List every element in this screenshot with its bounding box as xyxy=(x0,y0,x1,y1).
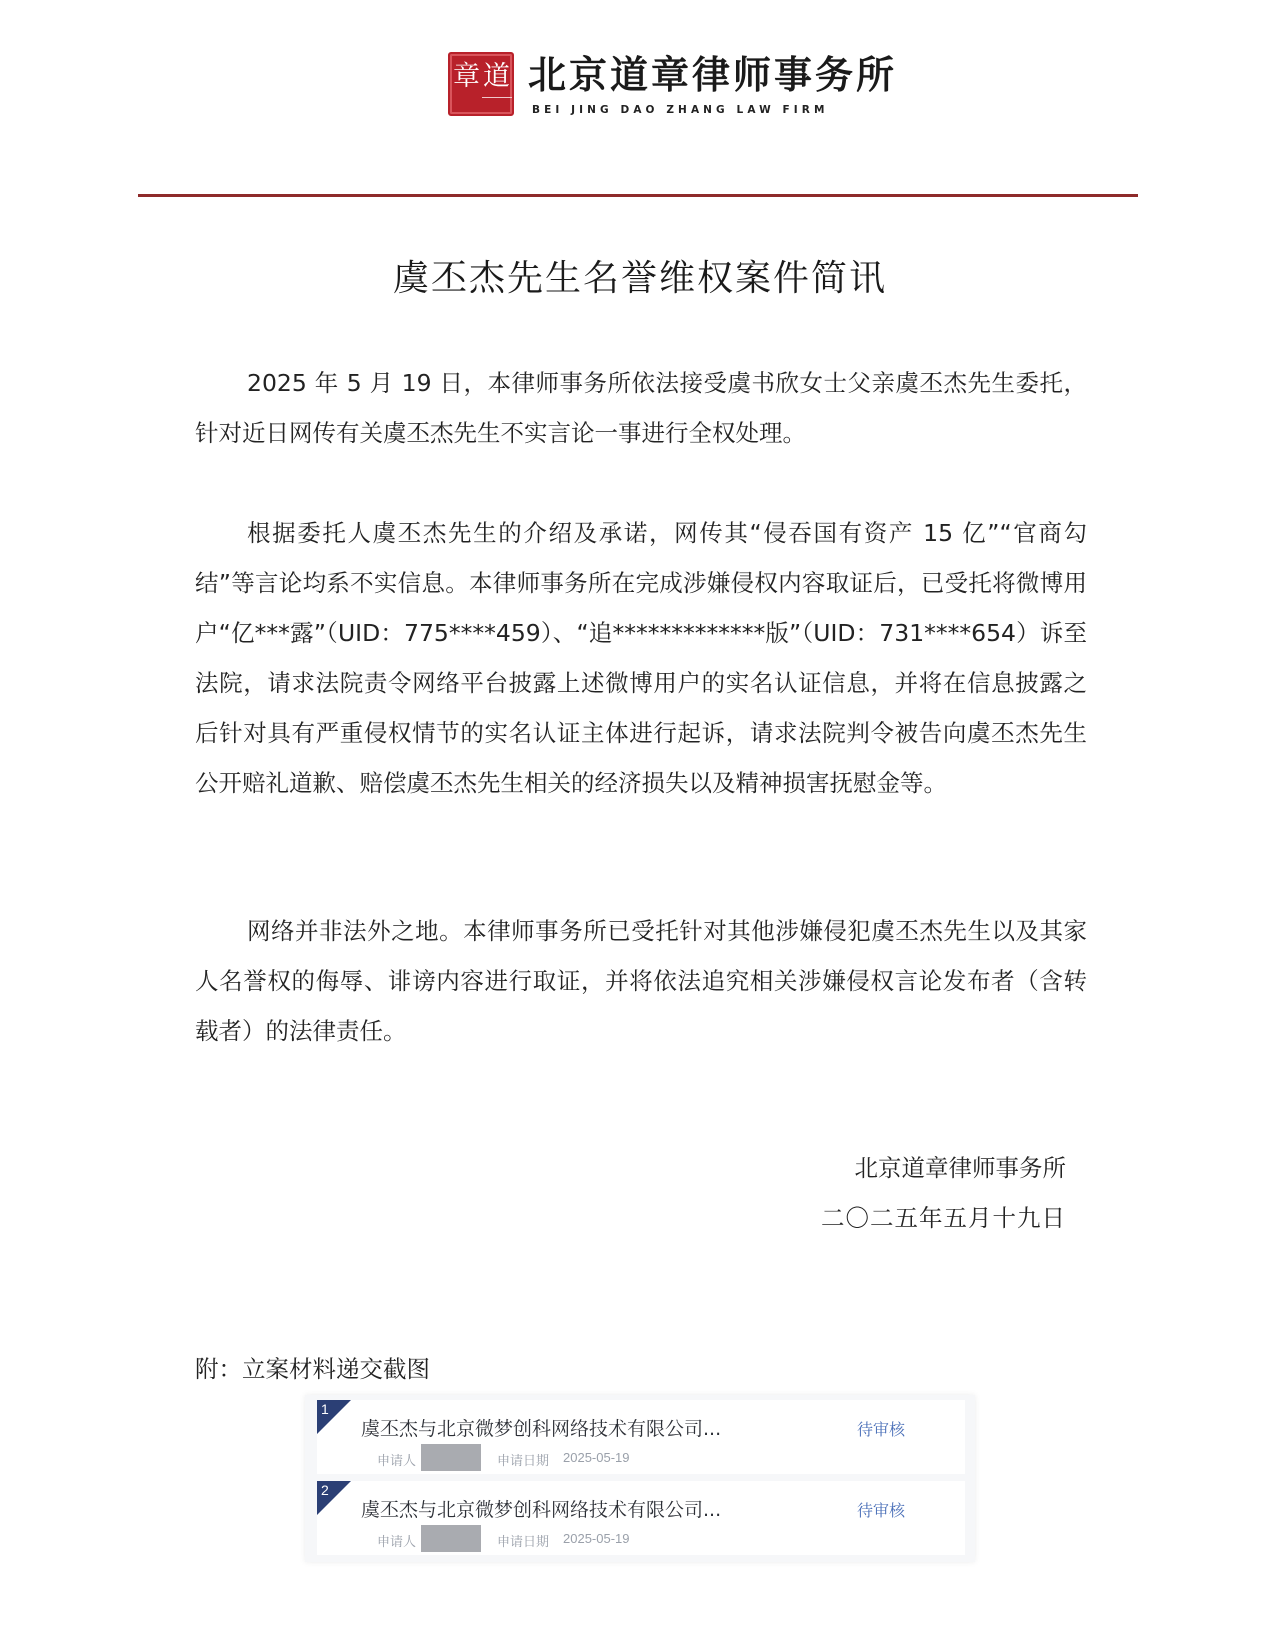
logo-char: 章 xyxy=(453,61,480,92)
applicant-label: 申请人 xyxy=(377,1535,417,1550)
paragraph-3: 网络并非法外之地。本律师事务所已受托针对其他涉嫌侵犯虞丕杰先生以及其家人名誉权的侮辱、诽谤内容进行取证，并将依法追究相关涉嫌侵权言论发布者（含转载者）的法律责任。 xyxy=(195,917,1087,1045)
filing-date: 2025-05-19 xyxy=(563,1531,630,1546)
paragraph-2: 根据委托人虞丕杰先生的介绍及承诺，网传其“侵吞国有资产 15 亿”“官商勾结”等言论均系不实信息。本律师事务所在完成涉嫌侵权内容取证后，已受托将微博用户“亿***露”（UID：775****459）、“追*************版”（UID：731****654）诉至法院，请求法院责令网络平台披露上述微博用户的实名认证信息，并将在信息披露之后针对具有严重侵权情节的实名认证主体进行起诉，请求法院判令被告向虞丕杰先生公开赔礼道歉、赔偿虞丕杰先生相关的经济损失以及精神损害抚慰金等。 xyxy=(195,519,1087,797)
document-title: 虞丕杰先生名誉维权案件简讯 xyxy=(392,258,887,299)
case-status: 待审核 xyxy=(857,1501,906,1520)
letterhead xyxy=(448,50,898,120)
applicant-label: 申请人 xyxy=(377,1454,417,1469)
case-title[interactable]: 虞丕杰与北京微梦创科网络技术有限公司... xyxy=(361,1418,722,1440)
date-label: 申请日期 xyxy=(497,1454,550,1469)
case-row[interactable] xyxy=(317,1400,965,1474)
header-divider xyxy=(138,194,1138,197)
filing-date: 2025-05-19 xyxy=(563,1450,630,1465)
paragraph-1: 2025 年 5 月 19 日，本律师事务所依法接受虞书欣女士父亲虞丕杰先生委托，针对近日网传有关虞丕杰先生不实言论一事进行全权处理。 xyxy=(195,369,1087,447)
date-label: 申请日期 xyxy=(497,1535,550,1550)
logo-detail xyxy=(482,97,512,108)
case-number: 2 xyxy=(321,1482,329,1498)
filing-screenshot xyxy=(305,1395,975,1562)
case-title[interactable]: 虞丕杰与北京微梦创科网络技术有限公司... xyxy=(361,1499,722,1521)
logo-char: 道 xyxy=(483,61,510,92)
firm-name-cn: 北京道章律师事务所 xyxy=(528,52,898,97)
case-number: 1 xyxy=(321,1401,329,1417)
appendix-label: 附：立案材料递交截图 xyxy=(195,1355,430,1383)
case-row[interactable] xyxy=(317,1481,965,1555)
redacted-applicant xyxy=(421,1525,481,1552)
firm-name-en: BEI JING DAO ZHANG LAW FIRM xyxy=(532,104,829,116)
redacted-applicant xyxy=(421,1444,481,1471)
case-status: 待审核 xyxy=(857,1420,906,1439)
signature-date: 二〇二五年五月十九日 xyxy=(821,1204,1066,1232)
firm-logo-seal xyxy=(448,52,514,116)
signature-firm: 北京道章律师事务所 xyxy=(854,1154,1066,1182)
